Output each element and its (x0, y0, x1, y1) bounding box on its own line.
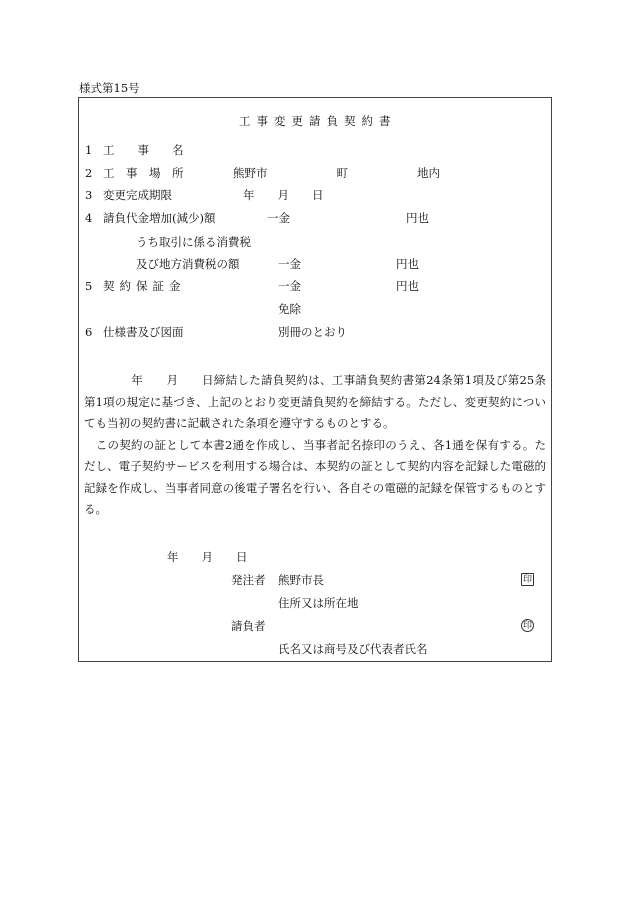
body-paragraph-1: 年 月 日締結した請負契約は、工事請負契約書第24条第1項及び第25条第1項の規定に基づき、上記のとおり変更請負契約を締結する。ただし、変更契約についても当初の契約書に記載された条項を遵守するものとする。 (84, 373, 546, 430)
item-4-tax-amount-prefix: 一金 (278, 257, 301, 271)
contractor-label: 請負者 (231, 619, 266, 633)
item-2-label: 工 事 場 所 (103, 166, 184, 180)
contract-frame (78, 97, 552, 662)
item-4-amount-prefix: 一金 (267, 211, 290, 225)
item-5-number: 5 (85, 279, 93, 293)
item-1-label: 工 事 名 (103, 143, 184, 157)
item-5-amount-prefix: 一金 (278, 279, 301, 293)
item-4-amount-suffix: 円也 (406, 211, 429, 225)
orderer-label: 発注者 (231, 573, 266, 587)
document-title: 工事変更請負契約書 (239, 114, 397, 128)
contract-body (84, 370, 546, 521)
item-4-tax-label-2: 及び地方消費税の額 (136, 257, 240, 271)
item-3-value: 年 月 日 (243, 188, 324, 202)
contractor-name-label: 氏名又は商号及び代表者氏名 (278, 642, 428, 656)
orderer-seal-icon: 印 (522, 575, 532, 585)
item-5-exemption: 免除 (278, 302, 301, 316)
item-4-number: 4 (85, 211, 93, 225)
item-2-number: 2 (85, 166, 93, 180)
item-6-number: 6 (85, 325, 93, 339)
item-4-label: 請負代金増加(減少)額 (103, 211, 216, 225)
orderer-name: 熊野市長 (278, 573, 324, 587)
item-5-amount-suffix: 円也 (396, 279, 419, 293)
signature-date: 年 月 日 (167, 550, 248, 564)
contractor-seal-icon: 印 (522, 621, 532, 631)
item-1-number: 1 (85, 143, 93, 157)
item-3-label: 変更完成期限 (103, 188, 172, 202)
item-2-value: 熊野市 町 地内 (233, 166, 440, 180)
item-5-label: 契約保証金 (103, 279, 186, 293)
item-6-label: 仕様書及び図面 (103, 325, 184, 339)
form-number: 様式第15号 (79, 81, 140, 95)
item-6-value: 別冊のとおり (278, 325, 347, 339)
item-4-tax-amount-suffix: 円也 (396, 257, 419, 271)
body-paragraph-2: この契約の証として本書2通を作成し、当事者記名捺印のうえ、各1通を保有する。ただし、電子契約サービスを利用する場合は、本契約の証として契約内容を記録した電磁的記録を作成し、当事者同意の後電子署名を行い、各自その電磁的記録を保管するものとする。 (84, 437, 546, 516)
item-4-tax-label-1: うち取引に係る消費税 (136, 235, 251, 249)
contractor-address-label: 住所又は所在地 (278, 596, 359, 610)
item-3-number: 3 (85, 188, 93, 202)
